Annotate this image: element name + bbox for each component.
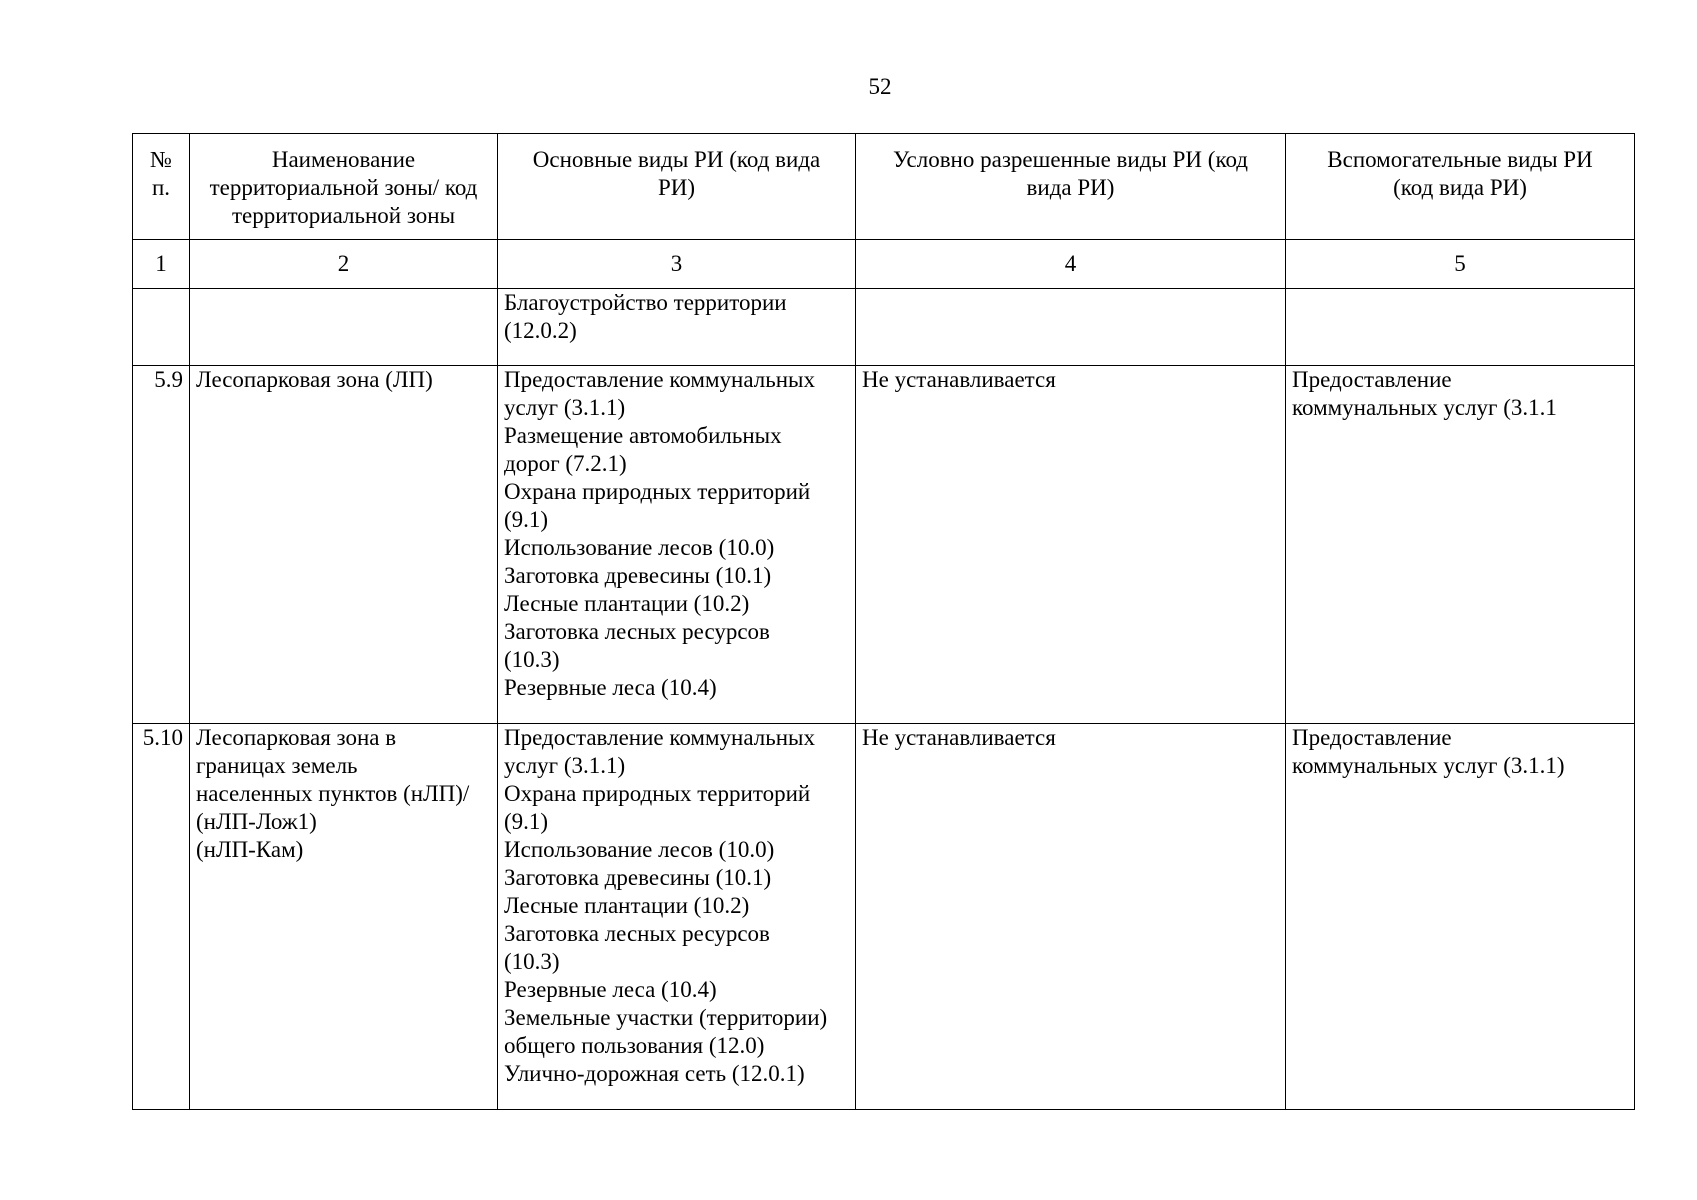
cell-text-line: Вспомогательные виды РИ [1327, 147, 1593, 172]
cell-text-line: Не устанавливается [862, 725, 1056, 750]
cell-text-line: Лесные плантации (10.2) [504, 591, 750, 616]
column-number: 4 [856, 240, 1286, 289]
header-cell-auxiliary-uses [1286, 134, 1635, 240]
table-row [133, 366, 1635, 724]
cell-text-line: (12.0.2) [504, 318, 577, 343]
cell-text-line: Лесопарковая зона (ЛП) [196, 367, 433, 392]
cell-text-line: п. [151, 175, 171, 200]
cell-text-line: Заготовка древесины (10.1) [504, 865, 772, 890]
cell-text-line: вида РИ) [1026, 175, 1115, 200]
header-cell-number [133, 134, 190, 240]
header-cell-main-uses [498, 134, 856, 240]
cell-text-line: Основные виды РИ (код вида [532, 147, 821, 172]
cell-text-line: населенных пунктов (нЛП)/ [196, 781, 470, 806]
cell-text-line: коммунальных услуг (3.1.1) [1292, 753, 1565, 778]
conditional-uses-cell [856, 289, 1286, 366]
column-number: 3 [498, 240, 856, 289]
cell-text-line: (нЛП-Кам) [196, 837, 304, 862]
page-number: 52 [868, 74, 892, 99]
cell-text-line: Размещение автомобильных [504, 423, 782, 448]
cell-text-line: Заготовка лесных ресурсов [504, 619, 770, 644]
cell-text-line: Предоставление коммунальных [504, 367, 815, 392]
cell-text-line: дорог (7.2.1) [504, 451, 627, 476]
auxiliary-uses-cell [1286, 289, 1635, 366]
cell-text-line: Охрана природных территорий [504, 781, 811, 806]
row-number-cell [133, 289, 190, 366]
cell-text-line: РИ) [657, 175, 696, 200]
table-row [133, 724, 1635, 1110]
cell-text-line: общего пользования (12.0) [504, 1033, 765, 1058]
zone-name-cell [190, 724, 498, 1110]
row-number-cell: 5.9 [133, 366, 190, 724]
cell-text-line: (нЛП-Лож1) [196, 809, 317, 834]
main-uses-cell [498, 289, 856, 366]
zone-name-cell [190, 289, 498, 366]
cell-text-line: Резервные леса (10.4) [504, 977, 717, 1002]
cell-text-line: услуг (3.1.1) [504, 753, 626, 778]
cell-text-line: Предоставление [1292, 725, 1452, 750]
cell-text-line: Предоставление коммунальных [504, 725, 815, 750]
cell-text-line: № [150, 147, 172, 172]
cell-text-line: Наименование [271, 147, 416, 172]
auxiliary-uses-cell [1286, 366, 1635, 724]
main-uses-cell [498, 724, 856, 1110]
column-number: 1 [133, 240, 190, 289]
cell-text-line: территориальной зоны [231, 203, 456, 228]
column-number-row [133, 240, 1635, 289]
zone-name-cell [190, 366, 498, 724]
cell-text-line: Улично-дорожная сеть (12.0.1) [504, 1061, 805, 1086]
column-number: 5 [1286, 240, 1635, 289]
cell-text-line: (9.1) [504, 809, 549, 834]
header-cell-conditional-uses [856, 134, 1286, 240]
cell-text-line: Резервные леса (10.4) [504, 675, 717, 700]
auxiliary-uses-cell [1286, 724, 1635, 1110]
cell-text-line: Лесопарковая зона в [196, 725, 397, 750]
main-uses-cell [498, 366, 856, 724]
cell-text-line: (10.3) [504, 647, 560, 672]
cell-text-line: территориальной зоны/ код [209, 175, 478, 200]
cell-text-line: (9.1) [504, 507, 549, 532]
header-cell-zone-name [190, 134, 498, 240]
cell-text-line: коммунальных услуг (3.1.1 [1292, 395, 1557, 420]
cell-text-line: Не устанавливается [862, 367, 1056, 392]
header-row [133, 134, 1635, 240]
column-number: 2 [190, 240, 498, 289]
cell-text-line: Охрана природных территорий [504, 479, 811, 504]
cell-text-line: Благоустройство территории [504, 290, 787, 315]
cell-text-line: Использование лесов (10.0) [504, 837, 775, 862]
cell-text-line: границах земель [196, 753, 358, 778]
conditional-uses-cell [856, 724, 1286, 1110]
cell-text-line: (10.3) [504, 949, 560, 974]
cell-text-line: (код вида РИ) [1393, 175, 1527, 200]
cell-text-line: услуг (3.1.1) [504, 395, 626, 420]
cell-text-line: Земельные участки (территории) [504, 1005, 828, 1030]
cell-text-line: Условно разрешенные виды РИ (код [892, 147, 1248, 172]
cell-text-line: Заготовка древесины (10.1) [504, 563, 772, 588]
conditional-uses-cell [856, 366, 1286, 724]
zones-table [132, 133, 1635, 1110]
table-row [133, 289, 1635, 366]
row-number-cell: 5.10 [133, 724, 190, 1110]
cell-text-line: Лесные плантации (10.2) [504, 893, 750, 918]
cell-text-line: Предоставление [1292, 367, 1452, 392]
cell-text-line: Использование лесов (10.0) [504, 535, 775, 560]
cell-text-line: Заготовка лесных ресурсов [504, 921, 770, 946]
